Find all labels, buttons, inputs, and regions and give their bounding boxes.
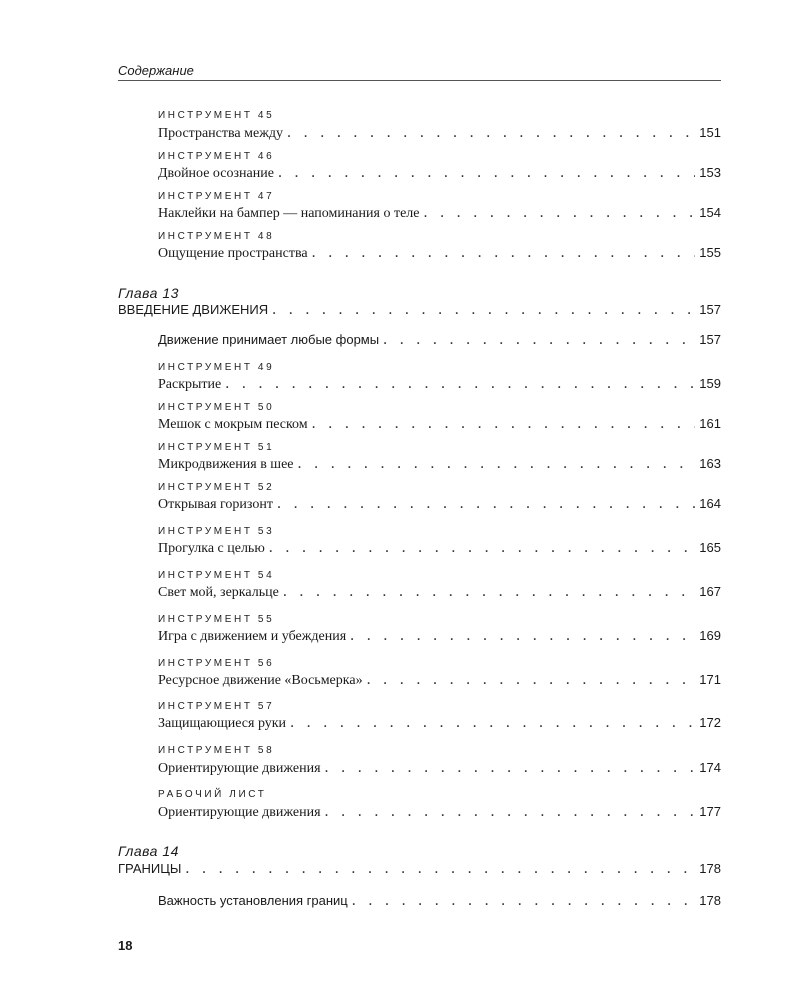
entry-page: 174	[699, 760, 721, 775]
tool-label: ИНСТРУМЕНТ 51	[158, 442, 275, 453]
tool-label: ИНСТРУМЕНТ 46	[158, 151, 275, 162]
chapter-label: Глава 14	[118, 843, 179, 859]
entry-title: Двойное осознание	[158, 166, 274, 181]
worksheet-label: РАБОЧИЙ ЛИСТ	[158, 789, 267, 800]
entry-page: 153	[699, 165, 721, 180]
dot-leader	[287, 124, 695, 142]
toc-entry[interactable]	[158, 495, 721, 513]
entry-page: 177	[699, 804, 721, 819]
entry-page: 178	[699, 861, 721, 876]
entry-title: Ресурсное движение «Восьмерка»	[158, 673, 363, 688]
toc-entry[interactable]	[158, 415, 721, 433]
tool-label: ИНСТРУМЕНТ 49	[158, 362, 275, 373]
toc-entry[interactable]	[158, 244, 721, 262]
entry-page: 155	[699, 245, 721, 260]
section-title: Движение принимает любые формы	[158, 332, 380, 347]
toc-entry[interactable]	[158, 375, 721, 393]
dot-leader	[272, 301, 695, 319]
dot-leader	[350, 627, 695, 645]
toc-entry[interactable]	[158, 671, 721, 689]
entry-page: 159	[699, 376, 721, 391]
toc-entry[interactable]	[158, 164, 721, 182]
tool-label: ИНСТРУМЕНТ 52	[158, 482, 275, 493]
tool-label: ИНСТРУМЕНТ 55	[158, 614, 275, 625]
dot-leader	[312, 415, 696, 433]
toc-entry[interactable]	[158, 583, 721, 601]
entry-page: 178	[699, 893, 721, 908]
page-number: 18	[118, 938, 133, 953]
entry-title: Ориентирующие движения	[158, 761, 321, 776]
entry-page: 163	[699, 456, 721, 471]
entry-title: Микродвижения в шее	[158, 457, 294, 472]
entry-page: 157	[699, 302, 721, 317]
entry-page: 165	[699, 540, 721, 555]
chapter-label: Глава 13	[118, 285, 179, 301]
tool-label: ИНСТРУМЕНТ 47	[158, 191, 275, 202]
toc-entry[interactable]	[158, 204, 721, 222]
dot-leader	[290, 714, 695, 732]
dot-leader	[352, 892, 696, 910]
dot-leader	[367, 671, 696, 689]
toc-entry[interactable]	[158, 803, 721, 821]
dot-leader	[325, 803, 696, 821]
entry-title: Ориентирующие движения	[158, 805, 321, 820]
dot-leader	[325, 759, 696, 777]
running-header: Содержание	[118, 63, 721, 81]
chapter-entry[interactable]	[118, 301, 721, 319]
dot-leader	[383, 331, 695, 349]
dot-leader	[269, 539, 696, 557]
entry-title: Открывая горизонт	[158, 497, 273, 512]
entry-title: Прогулка с целью	[158, 541, 265, 556]
tool-label: ИНСТРУМЕНТ 57	[158, 701, 275, 712]
entry-title: Защищающиеся руки	[158, 716, 287, 731]
tool-label: ИНСТРУМЕНТ 45	[158, 110, 275, 121]
entry-title: Мешок с мокрым песком	[158, 417, 308, 432]
entry-title: Наклейки на бампер — напоминания о теле	[158, 206, 420, 221]
entry-page: 169	[699, 628, 721, 643]
section-entry[interactable]	[158, 331, 721, 349]
tool-label: ИНСТРУМЕНТ 56	[158, 658, 275, 669]
dot-leader	[185, 860, 695, 878]
tool-label: ИНСТРУМЕНТ 54	[158, 570, 275, 581]
entry-title: Раскрытие	[158, 377, 222, 392]
entry-title: Пространства между	[158, 126, 284, 141]
dot-leader	[312, 244, 696, 262]
entry-page: 151	[699, 125, 721, 140]
entry-page: 167	[699, 584, 721, 599]
entry-page: 172	[699, 715, 721, 730]
entry-page: 161	[699, 416, 721, 431]
tool-label: ИНСТРУМЕНТ 50	[158, 402, 275, 413]
chapter-title: ВВЕДЕНИЕ ДВИЖЕНИЯ	[118, 302, 269, 317]
entry-page: 171	[699, 672, 721, 687]
dot-leader	[225, 375, 695, 393]
dot-leader	[278, 164, 695, 182]
entry-page: 164	[699, 496, 721, 511]
entry-page: 157	[699, 332, 721, 347]
tool-label: ИНСТРУМЕНТ 48	[158, 231, 275, 242]
entry-title: Ощущение пространства	[158, 246, 308, 261]
dot-leader	[283, 583, 695, 601]
tool-label: ИНСТРУМЕНТ 53	[158, 526, 275, 537]
entry-title: Игра с движением и убеждения	[158, 629, 347, 644]
entry-title: Свет мой, зеркальце	[158, 585, 279, 600]
chapter-entry[interactable]	[118, 860, 721, 878]
dot-leader	[277, 495, 695, 513]
entry-page: 154	[699, 205, 721, 220]
dot-leader	[298, 455, 696, 473]
toc-entry[interactable]	[158, 627, 721, 645]
section-title: Важность установления границ	[158, 893, 348, 908]
toc-entry[interactable]	[158, 455, 721, 473]
toc-entry[interactable]	[158, 714, 721, 732]
toc-entry[interactable]	[158, 124, 721, 142]
section-entry[interactable]	[158, 892, 721, 910]
dot-leader	[423, 204, 695, 222]
chapter-title: ГРАНИЦЫ	[118, 861, 182, 876]
toc-entry[interactable]	[158, 759, 721, 777]
tool-label: ИНСТРУМЕНТ 58	[158, 745, 275, 756]
toc-entry[interactable]	[158, 539, 721, 557]
